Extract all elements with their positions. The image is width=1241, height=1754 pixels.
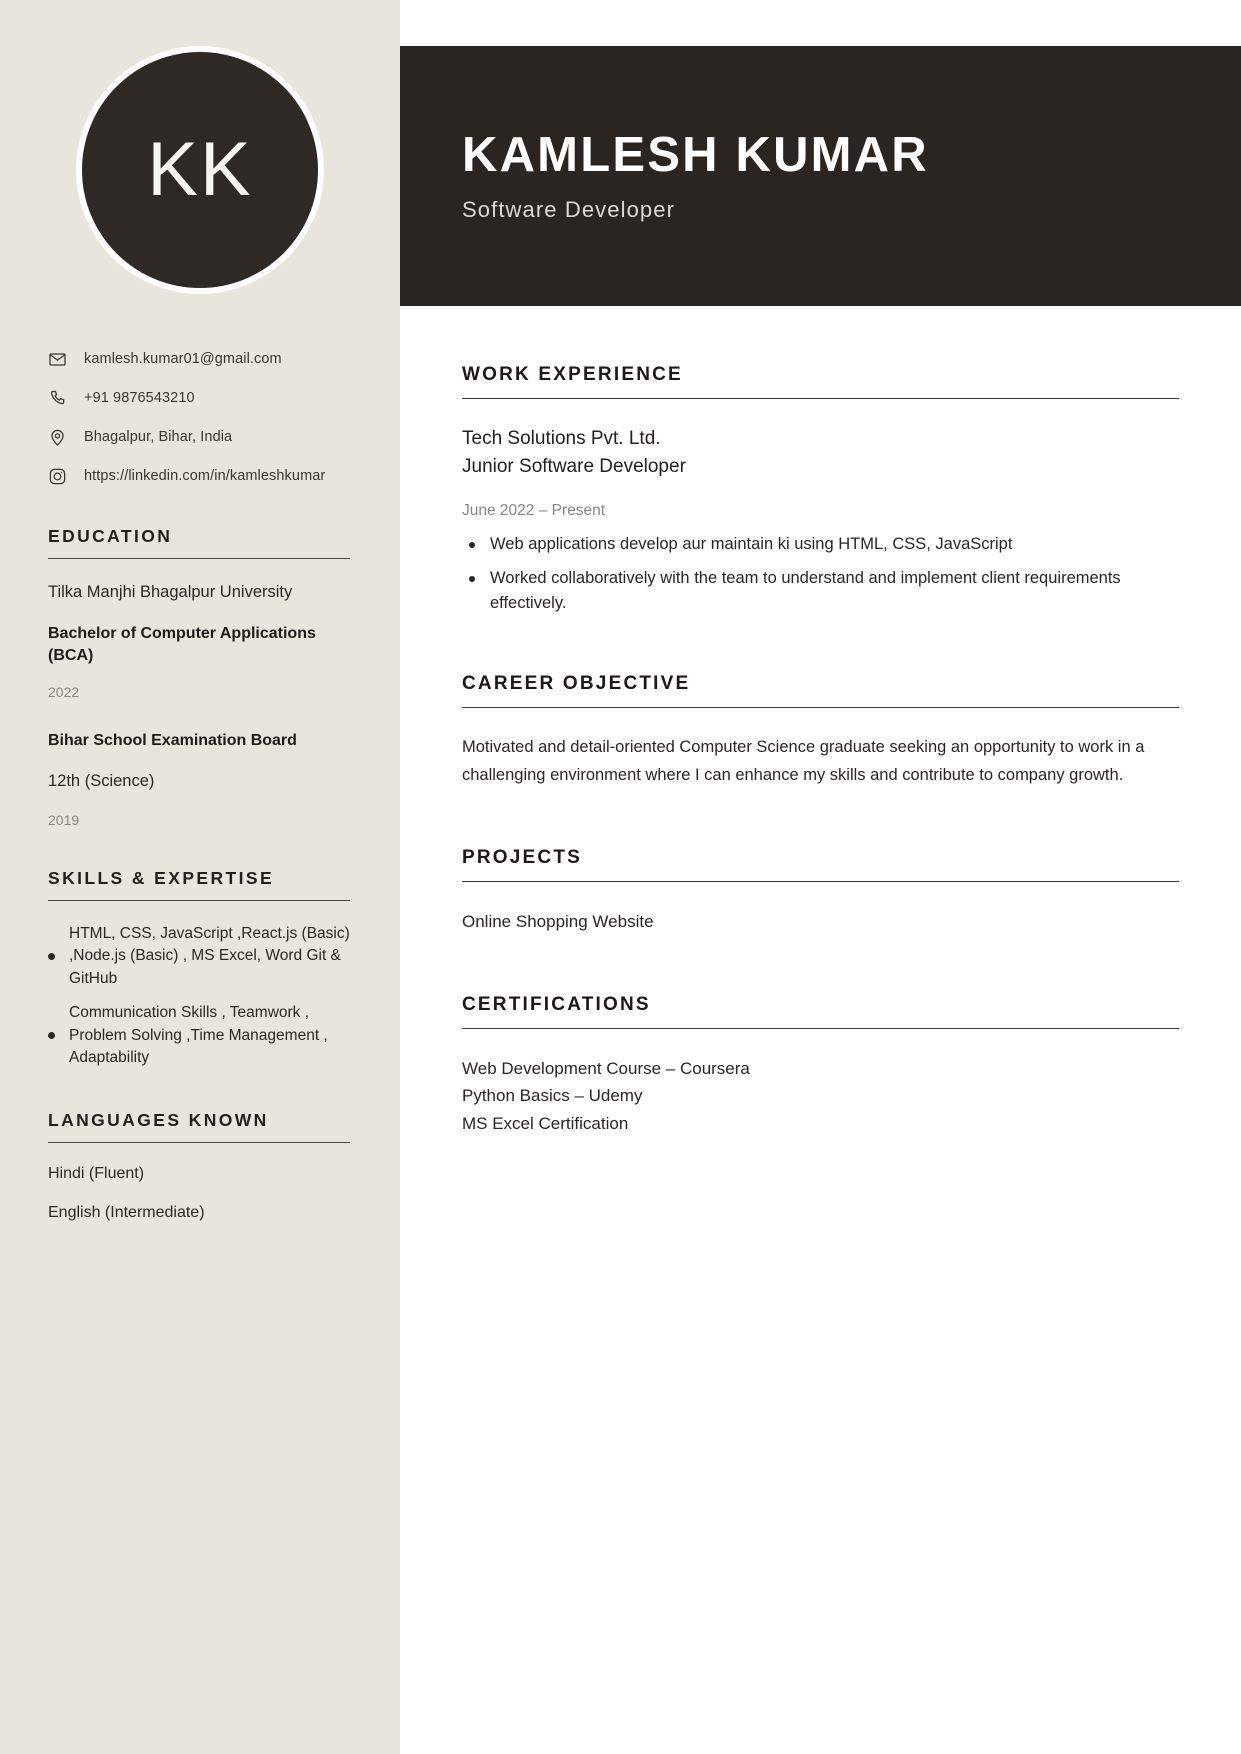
career-objective-divider [462, 707, 1179, 708]
languages-heading: LANGUAGES KNOWN [48, 1109, 269, 1130]
contact-row-link[interactable] [48, 467, 380, 486]
projects-heading: PROJECTS [462, 847, 583, 869]
certifications-section [462, 994, 1179, 1138]
skill-item [48, 923, 350, 990]
map-pin-icon [48, 428, 67, 447]
education-section [0, 526, 400, 828]
contact-row-phone[interactable] [48, 389, 380, 408]
education-school: Tilka Manjhi Bhagalpur University [48, 583, 293, 601]
certification-item: Web Development Course – Coursera [462, 1058, 750, 1078]
project-item: Online Shopping Website [462, 912, 654, 932]
bullet-icon [48, 953, 55, 960]
job-bullet: Worked collaboratively with the team to understand and implement client requirements effectively. [462, 566, 1179, 616]
skills-section [0, 868, 400, 1070]
job-dates: June 2022 – Present [462, 502, 606, 520]
job-title: Junior Software Developer [462, 455, 686, 477]
bullet-icon [48, 1032, 55, 1039]
work-experience-heading: WORK EXPERIENCE [462, 364, 683, 385]
education-year: 2019 [48, 811, 80, 828]
language-item: Hindi (Fluent) [48, 1164, 145, 1182]
language-item: English (Intermediate) [48, 1203, 205, 1221]
job-bullet: Web applications develop aur maintain ki using HTML, CSS, JavaScript [462, 532, 1179, 557]
main-column [400, 0, 1241, 1754]
skill-item [48, 1002, 350, 1069]
work-experience-section [462, 364, 1179, 615]
page-title: KAMLESH KUMAR [462, 128, 929, 183]
certification-item: Python Basics – Udemy [462, 1086, 643, 1106]
skill-text: Communication Skills , Teamwork , Problem Solving ,Time Management , Adaptability [69, 1004, 328, 1067]
contact-row-location[interactable] [48, 428, 380, 447]
avatar-container [0, 0, 400, 294]
job-role-subtitle: Software Developer [462, 196, 676, 222]
skill-text: HTML, CSS, JavaScript ,React.js (Basic) ,Node.js (Basic) , MS Excel, Word Git & GitHub [69, 924, 350, 987]
social-link-icon [48, 467, 67, 486]
education-entry [48, 730, 350, 827]
career-objective-heading: CAREER OBJECTIVE [462, 673, 691, 695]
job-bullets [462, 532, 1179, 615]
contact-phone: +91 9876543210 [84, 389, 195, 406]
career-objective-section [462, 673, 1179, 789]
contact-location: Bhagalpur, Bihar, India [84, 428, 233, 445]
envelope-icon [48, 350, 67, 369]
certification-item: MS Excel Certification [462, 1113, 629, 1133]
career-objective-text: Motivated and detail-oriented Computer Science graduate seeking an opportunity to work in a challenging environment where I can enhance my skills and contribute to company growth. [462, 738, 1145, 784]
skills-divider [48, 900, 350, 901]
languages-divider [48, 1142, 350, 1143]
projects-section [462, 847, 1179, 936]
work-experience-divider [462, 398, 1179, 399]
name-header [400, 46, 1241, 306]
education-heading: EDUCATION [48, 526, 173, 546]
avatar-initials: KK [147, 127, 253, 212]
contact-list [0, 350, 400, 486]
languages-section [0, 1110, 400, 1222]
phone-icon [48, 389, 67, 408]
education-year: 2022 [48, 684, 80, 701]
sidebar [0, 0, 400, 1754]
contact-row-email[interactable] [48, 350, 380, 369]
education-degree: Bachelor of Computer Applications (BCA) [48, 625, 316, 665]
education-level: 12th (Science) [48, 771, 155, 790]
projects-divider [462, 881, 1179, 882]
education-entry [48, 581, 350, 700]
certifications-heading: CERTIFICATIONS [462, 993, 651, 1015]
job-company: Tech Solutions Pvt. Ltd. [462, 428, 661, 449]
education-board: Bihar School Examination Board [48, 732, 297, 750]
main-body [400, 364, 1241, 1137]
certifications-divider [462, 1028, 1179, 1029]
avatar [76, 46, 324, 294]
contact-link: https://linkedin.com/in/kamleshkumar [84, 467, 326, 484]
education-divider [48, 558, 350, 559]
contact-email: kamlesh.kumar01@gmail.com [84, 350, 282, 367]
skills-heading: SKILLS & EXPERTISE [48, 867, 275, 888]
